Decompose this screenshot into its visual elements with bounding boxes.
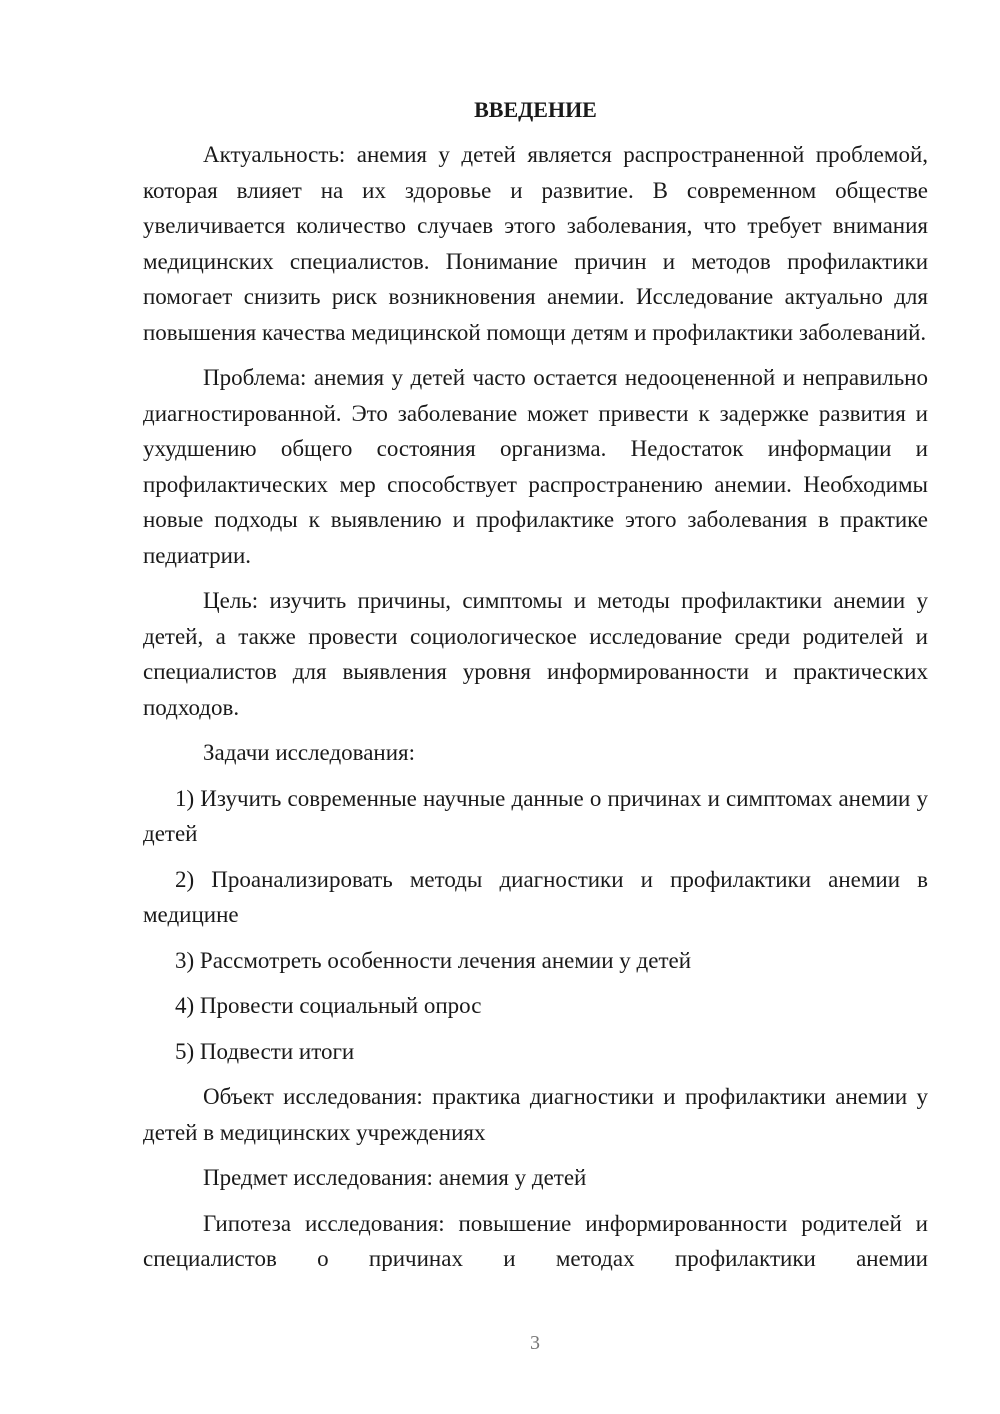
task-item: 3) Рассмотреть особенности лечения анемии у детей: [175, 947, 692, 973]
page-title: ВВЕДЕНИЕ: [474, 97, 597, 122]
task-item: 4) Провести социальный опрос: [175, 993, 482, 1018]
page-number: 3: [530, 1332, 540, 1354]
tasks-heading: Задачи исследования:: [203, 740, 416, 765]
task-item: 1) Изучить современные научные данные о причинах и симптомах анемии у детей: [143, 785, 928, 846]
hypothesis-paragraph: Гипотеза исследования: повышение информированности родителей и специалистов о причинах и методах профилактики анемии: [143, 1210, 928, 1271]
problem-paragraph: Проблема: анемия у детей часто остается недооцененной и неправильно диагностированной. Это заболевание может привести к задержке развития и ухудшению общего состояния организма. Недостаток информации и профилактических мер способствует распространению анемии. Необходимы новые подходы к выявлению и профилактике этого заболевания в практике педиатрии.: [143, 365, 928, 568]
goal-paragraph: Цель: изучить причины, симптомы и методы профилактики анемии у детей, а также провести социологическое исследование среди родителей и специалистов для выявления уровня информированности и практических подходов.: [143, 588, 928, 720]
object-paragraph: Объект исследования: практика диагностики и профилактики анемии у детей в медицинских учреждениях: [143, 1084, 928, 1145]
document-page: [143, 94, 928, 1277]
task-item: 2) Проанализировать методы диагностики и профилактики анемии в медицине: [143, 866, 928, 927]
task-item: 5) Подвести итоги: [175, 1038, 355, 1064]
relevance-paragraph: Актуальность: анемия у детей является распространенной проблемой, которая влияет на их здоровье и развитие. В современном обществе увеличивается количество случаев этого заболевания, что требует внимания медицинских специалистов. Понимание причин и методов профилактики помогает снизить риск возникновения анемии. Исследование актуально для повышения качества медицинской помощи детям и профилактики заболеваний.: [143, 142, 928, 345]
subject-paragraph: Предмет исследования: анемия у детей: [203, 1165, 587, 1190]
